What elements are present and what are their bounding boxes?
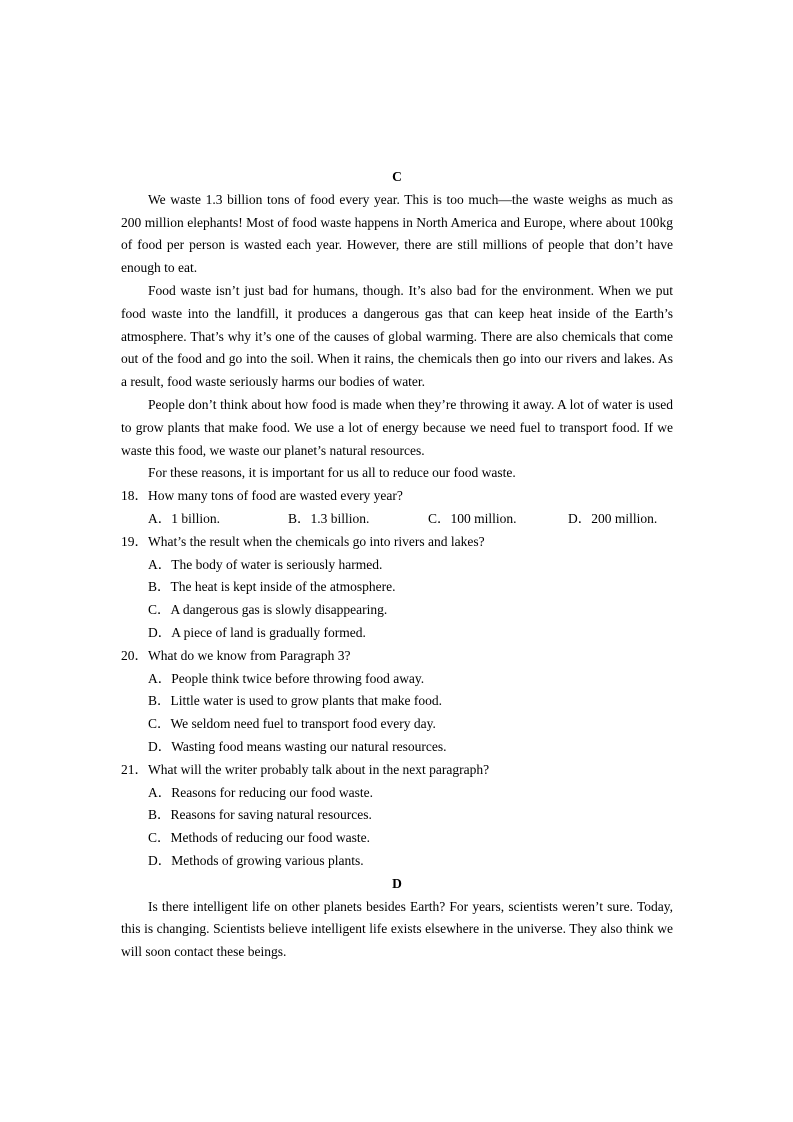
option-text: Reasons for saving natural resources. [170,807,372,823]
option-text: The heat is kept inside of the atmosphere. [170,579,396,595]
option-text: We seldom need fuel to transport food every day. [170,716,436,732]
option-letter: D． [148,738,172,754]
option-b [121,576,673,599]
passage-c-heading: C [392,169,402,184]
option-letter: A． [148,510,172,526]
option-letter: B． [288,510,311,526]
question-number: 19． [121,533,148,549]
option-a [121,782,673,805]
option-text: Methods of reducing our food waste. [170,830,370,846]
option-c [121,599,673,622]
question-number: 20． [121,647,148,663]
question-20 [121,645,673,668]
option-letter: D． [568,510,592,526]
option-b [121,690,673,713]
question-18-options [121,508,673,531]
option-c [121,713,673,736]
passage-c-paragraph-1: We waste 1.3 billion tons of food every year. This is too much—the waste weighs as much as 200 million elephants! Most of food waste happens in North America and Europe, where about 100kg of food per person is wasted each year. However, there are still millions of people that don’t have enough to eat. [121,191,673,276]
option-letter: A． [148,784,172,800]
option-letter: B． [148,693,171,709]
question-text: What do we know from Paragraph 3? [148,647,351,663]
option-text: 100 million. [450,510,517,526]
option-d [568,508,657,531]
option-text: Wasting food means wasting our natural resources. [171,738,447,754]
option-text: A piece of land is gradually formed. [171,624,366,640]
question-19 [121,531,673,554]
option-text: Methods of growing various plants. [171,852,364,868]
option-letter: C． [148,716,171,732]
option-letter: D． [148,852,172,868]
option-letter: A． [148,556,172,572]
option-text: People think twice before throwing food away. [171,670,425,686]
option-c [428,508,568,531]
option-text: 1 billion. [171,510,221,526]
option-text: Little water is used to grow plants that make food. [170,693,442,709]
option-c [121,827,673,850]
option-d [121,622,673,645]
option-letter: D． [148,624,172,640]
passage-c-paragraph-3: People don’t think about how food is made when they’re throwing it away. A lot of water is used to grow plants that make food. We use a lot of energy because we need fuel to transport food. If we waste this food, we waste our planet’s natural resources. [121,396,673,458]
question-21 [121,759,673,782]
option-letter: B． [148,579,171,595]
option-d [121,850,673,873]
option-a [148,508,288,531]
question-number: 21． [121,761,148,777]
question-18 [121,485,673,508]
option-b [288,508,428,531]
option-letter: C． [148,830,171,846]
option-letter: C． [148,602,171,618]
option-letter: A． [148,670,172,686]
question-text: How many tons of food are wasted every year? [148,488,403,504]
option-a [121,554,673,577]
option-b [121,804,673,827]
question-text: What will the writer probably talk about in the next paragraph? [148,761,490,777]
question-text: What’s the result when the chemicals go into rivers and lakes? [148,533,485,549]
option-text: 1.3 billion. [310,510,370,526]
passage-d-heading: D [392,875,402,891]
option-text: 200 million. [591,510,658,526]
question-number: 18． [121,488,148,504]
option-letter: B． [148,807,171,823]
option-text: A dangerous gas is slowly disappearing. [170,602,388,618]
option-text: Reasons for reducing our food waste. [171,784,373,800]
option-d [121,736,673,759]
option-letter: C． [428,510,451,526]
passage-d-paragraph-1: Is there intelligent life on other planets besides Earth? For years, scientists weren’t sure. Today, this is changing. Scientists believe intelligent life exists elsewhere in the universe. They also think we will soon contact these beings. [121,898,673,960]
document-body [121,166,673,964]
option-text: The body of water is seriously harmed. [171,556,383,572]
option-a [121,668,673,691]
passage-c-paragraph-4: For these reasons, it is important for us all to reduce our food waste. [148,465,516,481]
passage-c-paragraph-2: Food waste isn’t just bad for humans, though. It’s also bad for the environment. When we put food waste into the landfill, it produces a dangerous gas that can keep heat inside of the Earth’s atmosphere. That’s why it’s one of the causes of global warming. There are also chemicals that come out of the food and go into the soil. When it rains, the chemicals then go into our rivers and lakes. As a result, food waste seriously harms our bodies of water. [121,282,673,390]
